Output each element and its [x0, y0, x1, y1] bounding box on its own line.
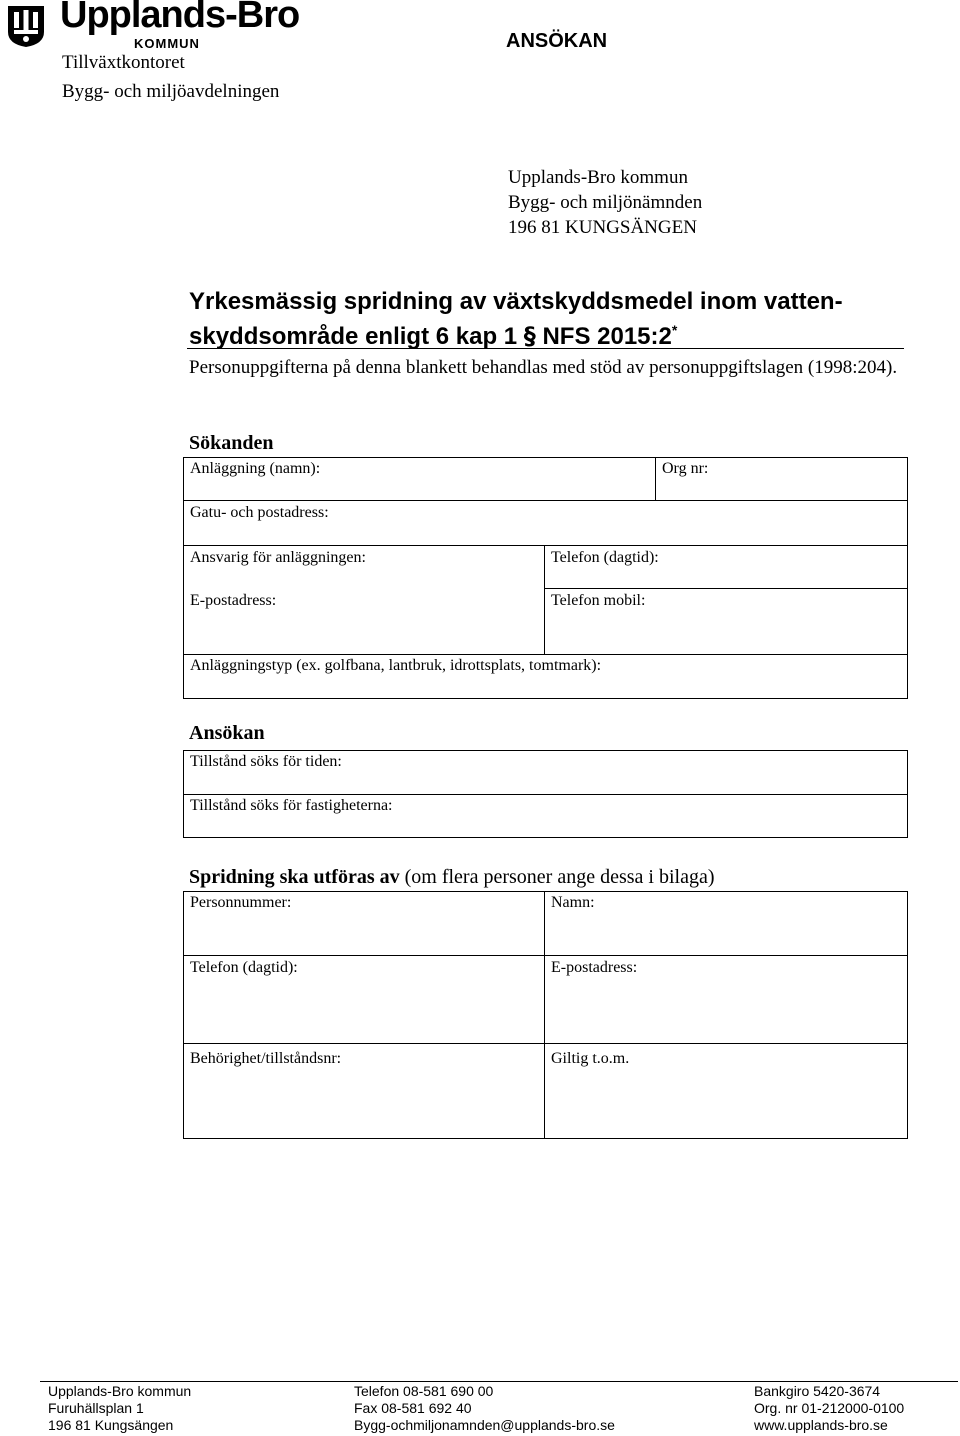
footer-line: Upplands-Bro kommun: [48, 1383, 192, 1399]
footer-rule: [40, 1381, 958, 1382]
table-divider: [544, 891, 545, 1139]
address-field[interactable]: Gatu- och postadress:: [190, 504, 329, 521]
municipal-crest-icon: [6, 2, 46, 48]
footnote-asterisk: *: [671, 322, 678, 338]
email-field[interactable]: E-postadress:: [190, 592, 277, 609]
form-title-line: skyddsområde enligt 6 kap 1 § NFS 2015:2*: [189, 322, 678, 350]
table-divider: [183, 955, 908, 956]
footer-line: Telefon 08-581 690 00: [354, 1383, 494, 1399]
executor-email-field[interactable]: E-postadress:: [551, 959, 638, 976]
phone-mobile-field[interactable]: Telefon mobil:: [551, 592, 646, 609]
footer-line: Furuhällsplan 1: [48, 1400, 144, 1416]
footer-line: 196 81 Kungsängen: [48, 1417, 174, 1433]
table-divider: [655, 457, 656, 501]
footer-finance: [754, 1383, 904, 1434]
paragraph-sign: §: [523, 322, 536, 350]
logo-subtitle: KOMMUN: [134, 36, 200, 51]
executor-phone-field[interactable]: Telefon (dagtid):: [190, 959, 298, 976]
valid-until-field[interactable]: Giltig t.o.m.: [551, 1050, 630, 1067]
application-heading: Ansökan: [189, 722, 265, 744]
footer-line: Fax 08-581 692 40: [354, 1400, 472, 1416]
license-field[interactable]: Behörighet/tillståndsnr:: [190, 1050, 342, 1067]
form-title-line: Yrkesmässig spridning av växtskyddsmedel inom vatten-: [189, 288, 843, 315]
table-divider: [183, 654, 908, 655]
executor-name-field[interactable]: Namn:: [551, 894, 595, 911]
org-number-field[interactable]: Org nr:: [662, 460, 709, 477]
personal-number-field[interactable]: Personnummer:: [190, 894, 292, 911]
department-name: Tillväxtkontoret: [62, 52, 185, 73]
table-divider: [183, 794, 908, 795]
table-divider: [544, 545, 545, 655]
recipient-line: 196 81 KUNGSÄNGEN: [508, 217, 697, 238]
form-title: [189, 288, 909, 351]
period-field[interactable]: Tillstånd söks för tiden:: [190, 753, 342, 770]
recipient-line: Bygg- och miljönämnden: [508, 192, 703, 213]
division-name: Bygg- och miljöavdelningen: [62, 81, 280, 102]
footer-line: Bankgiro 5420-3674: [754, 1383, 881, 1399]
responsible-field[interactable]: Ansvarig för anläggningen:: [190, 549, 366, 566]
footer-website-link[interactable]: www.upplands-bro.se: [754, 1417, 888, 1433]
document-type: ANSÖKAN: [506, 30, 608, 52]
table-divider: [544, 588, 908, 589]
logo-wordmark: Upplands-Bro: [60, 0, 300, 36]
phone-day-field[interactable]: Telefon (dagtid):: [551, 549, 659, 566]
facility-name-field[interactable]: Anläggning (namn):: [190, 460, 321, 477]
footer-contact: [354, 1383, 615, 1434]
table-divider: [183, 545, 908, 546]
executor-table: [183, 891, 908, 1139]
recipient-line: Upplands-Bro kommun: [508, 167, 688, 188]
executor-heading: Spridning ska utföras av (om flera personer ange dessa i bilaga): [189, 866, 715, 888]
table-divider: [183, 500, 908, 501]
properties-field[interactable]: Tillstånd söks för fastigheterna:: [190, 797, 393, 814]
footer-line: Org. nr 01-212000-0100: [754, 1400, 905, 1416]
privacy-note: Personuppgifterna på denna blankett behandlas med stöd av personuppgiftslagen (1998:204).: [189, 357, 898, 378]
footer-email-link[interactable]: Bygg-ochmiljonamnden@upplands-bro.se: [354, 1417, 615, 1433]
footer-address: [48, 1383, 191, 1434]
facility-type-field[interactable]: Anläggningstyp (ex. golfbana, lantbruk, idrottsplats, tomtmark):: [190, 657, 602, 674]
table-divider: [183, 1043, 908, 1044]
title-rule: [187, 348, 904, 349]
recipient-address: [508, 165, 702, 240]
applicant-heading: Sökanden: [189, 432, 274, 454]
